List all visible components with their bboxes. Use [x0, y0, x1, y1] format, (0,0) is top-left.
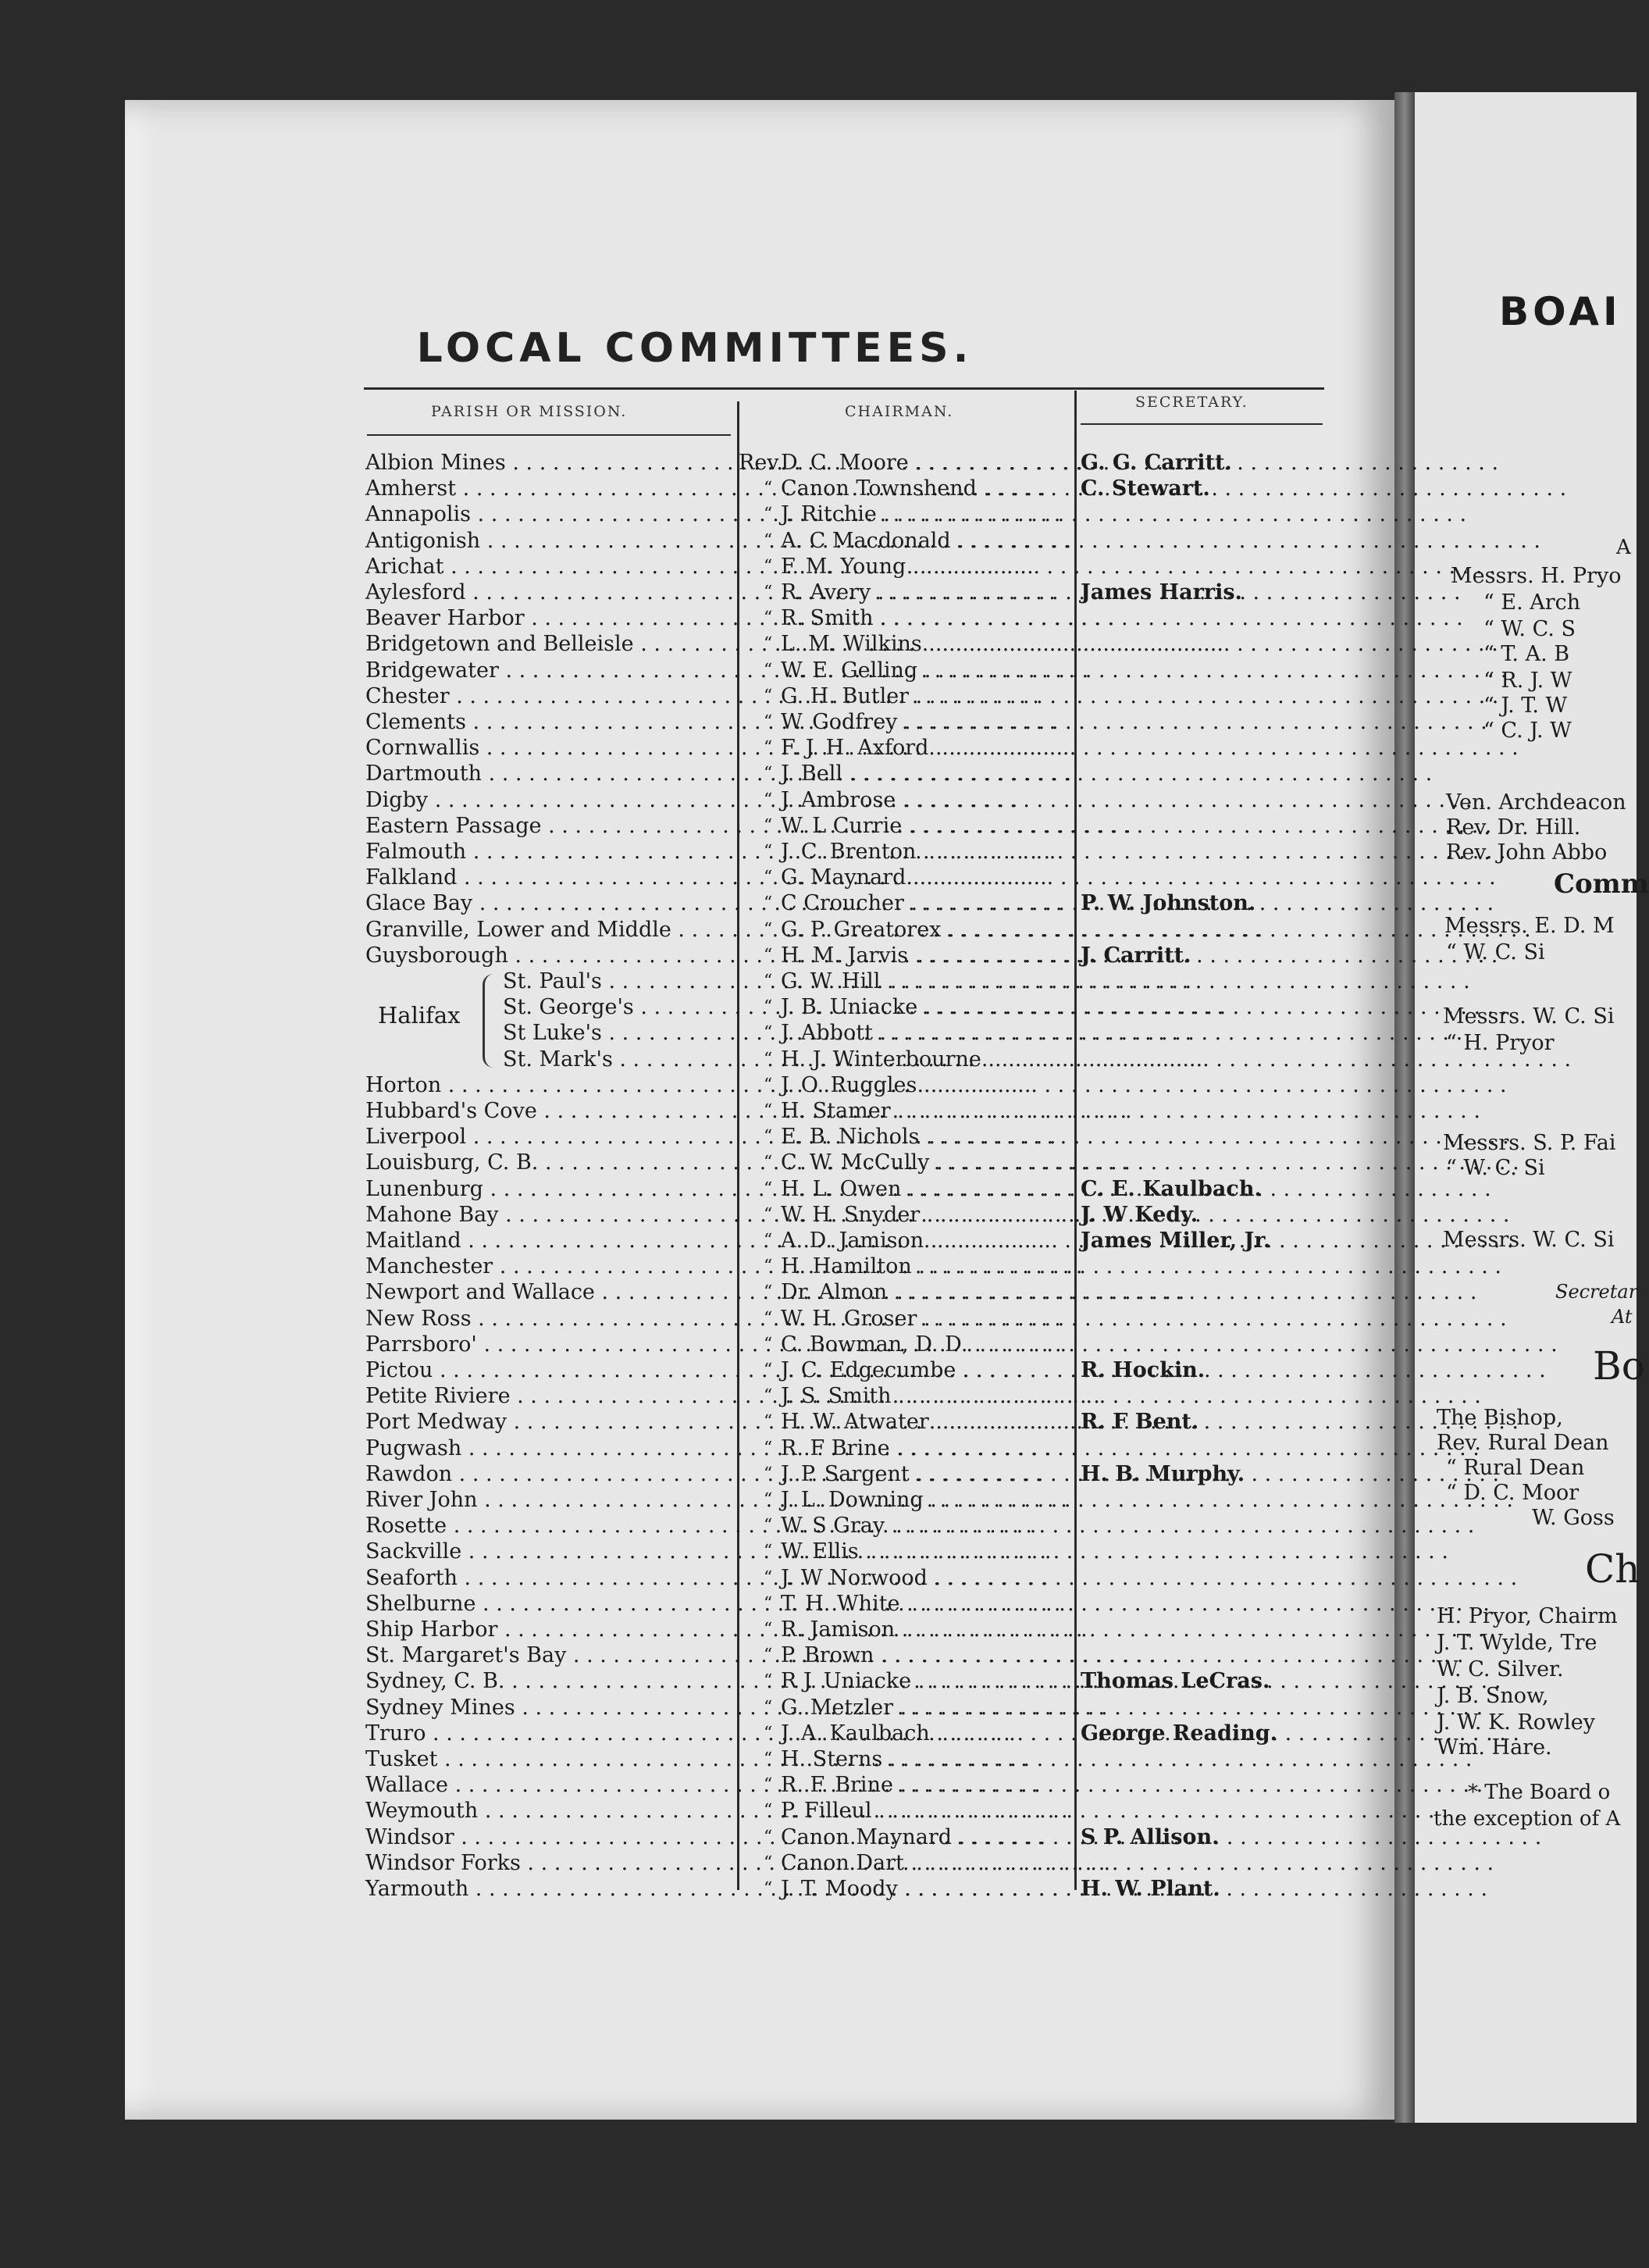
right-page-line: Rev. Dr. Hill.	[1446, 815, 1581, 840]
ditto-mark: “	[764, 1594, 773, 1614]
secretary-cell: H. W. Plant.	[1081, 1877, 1220, 1901]
parish-cell: Wallace . . .	[365, 1772, 732, 1798]
parish-cell: Newport and Wallace . . .	[365, 1279, 732, 1305]
ditto-mark: “	[764, 1879, 773, 1899]
table-row	[0, 1695, 1390, 1721]
parish-cell: Horton . . .	[365, 1072, 732, 1098]
parish-cell: Bridgetown and Belleisle . . .	[365, 631, 732, 657]
parish-cell: Louisburg, C. B. . . .	[365, 1150, 732, 1175]
ditto-mark: “	[764, 946, 773, 965]
chairman-cell: W. H. Groser . . .	[781, 1306, 1077, 1332]
ditto-mark: “	[764, 1620, 773, 1639]
right-page-line: Messrs. W. C. Si	[1443, 1228, 1615, 1252]
chairman-cell: H. J. Winterbourne . . .	[781, 1047, 1077, 1072]
parish-cell: Falmouth . . .	[365, 839, 732, 865]
right-page-line: J. B. Snow,	[1437, 1684, 1549, 1708]
table-row	[0, 890, 1390, 916]
rev-prefix: Rev.	[739, 451, 783, 475]
chairman-cell: P. Brown . . .	[781, 1642, 1077, 1668]
ditto-mark: “	[764, 1050, 773, 1069]
chairman-cell: W. Ellis . . .	[781, 1539, 1077, 1564]
chairman-cell: C Croucher . . .	[781, 890, 1077, 916]
table-row	[0, 1565, 1390, 1591]
chairman-cell: J. C. Edgecumbe . . .	[781, 1357, 1077, 1383]
ditto-mark: “	[764, 1101, 773, 1121]
ditto-mark: “	[764, 583, 773, 602]
chairman-cell: J. T. Moody . . .	[781, 1876, 1077, 1902]
parish-cell: Sackville . . .	[365, 1539, 732, 1564]
ditto-mark: “	[764, 1179, 773, 1199]
table-row	[0, 579, 1390, 605]
chairman-cell: J. W Norwood . . .	[781, 1565, 1077, 1591]
table-row	[0, 865, 1390, 890]
table-row	[0, 528, 1390, 554]
ditto-mark: “	[764, 479, 773, 498]
table-row	[0, 735, 1390, 761]
right-page-line: “ R. J. W	[1483, 669, 1572, 693]
table-row	[0, 1124, 1390, 1150]
chairman-cell: W. L Currie . . .	[781, 813, 1077, 839]
ditto-mark: “	[764, 1412, 773, 1432]
right-page-line: W. Goss	[1532, 1506, 1615, 1530]
parish-cell: Weymouth . . .	[365, 1798, 732, 1824]
table-row	[0, 683, 1390, 709]
parish-cell: Aylesford . . .	[365, 579, 732, 605]
right-page-line: * The Board o	[1468, 1781, 1611, 1804]
chairman-cell: H. W. Atwater . . .	[781, 1409, 1077, 1435]
chairman-cell: P. Filleul . . .	[781, 1798, 1077, 1824]
table-row	[0, 1098, 1390, 1124]
parish-cell: St. Mark's . . .	[503, 1047, 732, 1072]
parish-cell: Eastern Passage . . .	[365, 813, 732, 839]
right-page-line: Ch	[1585, 1546, 1640, 1592]
right-page-line: A	[1616, 536, 1631, 559]
table-row	[0, 476, 1390, 501]
table-row	[0, 554, 1390, 579]
right-page-line: Messrs. E. D. M	[1444, 914, 1615, 938]
ditto-mark: “	[764, 816, 773, 836]
parish-cell: Clements . . .	[365, 709, 732, 735]
parish-header-rule	[367, 434, 731, 436]
parish-cell: Dartmouth . . .	[365, 761, 732, 786]
right-page-line: Rev. Rural Dean	[1437, 1431, 1609, 1455]
table-row	[0, 1487, 1390, 1513]
parish-cell: Arichat . . .	[365, 554, 732, 579]
ditto-mark: “	[764, 842, 773, 861]
parish-cell: Lunenburg . . .	[365, 1176, 732, 1202]
table-row	[0, 1279, 1390, 1305]
table-row	[0, 917, 1390, 943]
chairman-cell: Dr. Almon . . .	[781, 1279, 1077, 1305]
secretary-column-header: SECRETARY.	[1135, 394, 1248, 411]
chairman-cell: Canon Townshend . . .	[781, 476, 1077, 501]
secretary-cell: R. F Bent.	[1081, 1410, 1199, 1434]
chairman-cell: J. P. Sargent . . .	[781, 1461, 1077, 1487]
ditto-mark: “	[764, 1075, 773, 1095]
parish-column-header: PARISH OR MISSION.	[431, 403, 628, 420]
table-row	[0, 1228, 1390, 1253]
table-row	[0, 761, 1390, 786]
parish-cell: Chester . . .	[365, 683, 732, 709]
chairman-cell: H. Hamilton . . .	[781, 1253, 1077, 1279]
parish-cell: Tusket . . .	[365, 1746, 732, 1772]
right-page-line: W. C. Silver.	[1437, 1657, 1564, 1681]
ditto-mark: “	[764, 1360, 773, 1380]
halifax-label: Halifax	[378, 1002, 461, 1029]
parish-cell: Manchester . . .	[365, 1253, 732, 1279]
ditto-mark: “	[764, 1335, 773, 1354]
ditto-mark: “	[764, 1801, 773, 1820]
chairman-cell: R. F Brine . . .	[781, 1435, 1077, 1461]
right-page-line: “ J. T. W	[1483, 694, 1568, 718]
table-row	[0, 709, 1390, 735]
parish-cell: Glace Bay . . .	[365, 890, 732, 916]
ditto-mark: “	[764, 1153, 773, 1172]
table-row	[0, 450, 1390, 476]
table-row	[0, 968, 1390, 994]
parish-cell: Pictou . . .	[365, 1357, 732, 1383]
chairman-cell: J. S. Smith . . .	[781, 1383, 1077, 1409]
ditto-mark: “	[764, 972, 773, 991]
parish-cell: Seaforth . . .	[365, 1565, 732, 1591]
parish-cell: Hubbard's Cove . . .	[365, 1098, 732, 1124]
halifax-brace	[483, 974, 504, 1068]
ditto-mark: “	[764, 1023, 773, 1043]
table-row	[0, 1617, 1390, 1642]
ditto-mark: “	[764, 1542, 773, 1561]
ditto-mark: “	[764, 712, 773, 732]
right-page-line: Wm. Hare.	[1437, 1735, 1552, 1760]
chairman-cell: A. D. Jamison . . .	[781, 1228, 1077, 1253]
chairman-cell: J. L. Downing . . .	[781, 1487, 1077, 1513]
ditto-mark: “	[764, 1568, 773, 1588]
parish-cell: Mahone Bay . . .	[365, 1202, 732, 1228]
chairman-cell: G. Metzler . . .	[781, 1695, 1077, 1721]
ditto-mark: “	[764, 557, 773, 576]
secretary-cell: James Miller, Jr.	[1081, 1228, 1271, 1253]
right-page-line: “ E. Arch	[1483, 590, 1581, 615]
parish-cell: St. Paul's . . .	[503, 968, 732, 994]
secretary-cell: James Harris.	[1081, 580, 1242, 604]
chairman-cell: R. Smith . . .	[781, 605, 1077, 631]
chairman-cell: E. B. Nichols . . .	[781, 1124, 1077, 1150]
ditto-mark: “	[764, 1775, 773, 1795]
secretary-cell: G. G. Carritt.	[1081, 451, 1232, 475]
parish-cell: Amherst . . .	[365, 476, 732, 501]
parish-cell: Ship Harbor . . .	[365, 1617, 732, 1642]
parish-cell: St. George's . . .	[503, 994, 732, 1020]
chairman-cell: J. Abbott . . .	[781, 1020, 1077, 1046]
ditto-mark: “	[764, 1749, 773, 1769]
right-page-title: BOAI	[1499, 289, 1622, 334]
ditto-mark: “	[764, 893, 773, 913]
parish-cell: Sydney, C. B. . . .	[365, 1668, 732, 1694]
right-page-line: J. T. Wylde, Tre	[1437, 1631, 1597, 1655]
page-title: LOCAL COMMITTEES.	[416, 325, 974, 372]
chairman-cell: W. H. Snyder . . .	[781, 1202, 1077, 1228]
chairman-cell: D. C. Moore . . .	[781, 450, 1077, 476]
right-page-line: Bo	[1593, 1343, 1645, 1389]
chairman-cell: J. O. Ruggles . . .	[781, 1072, 1077, 1098]
table-row	[0, 1409, 1390, 1435]
ditto-mark: “	[764, 868, 773, 887]
table-row	[0, 1202, 1390, 1228]
table-row	[0, 1072, 1390, 1098]
ditto-mark: “	[764, 1439, 773, 1458]
secretary-header-rule	[1081, 423, 1323, 425]
ditto-mark: “	[764, 1282, 773, 1302]
right-page-line: “ W. C. Si	[1446, 1156, 1545, 1180]
right-page-line: H. Pryor, Chairm	[1437, 1604, 1618, 1628]
parish-cell: Guysborough . . .	[365, 943, 732, 968]
parish-cell: Bridgewater . . .	[365, 658, 732, 683]
parish-cell: Truro . . .	[365, 1721, 732, 1746]
parish-cell: Rawdon . . .	[365, 1461, 732, 1487]
chairman-column-header: CHAIRMAN.	[845, 403, 954, 420]
ditto-mark: “	[764, 738, 773, 758]
table-row	[0, 1461, 1390, 1487]
table-row	[0, 1253, 1390, 1279]
table-row	[0, 1850, 1390, 1876]
parish-cell: Annapolis . . .	[365, 501, 732, 527]
table-row	[0, 943, 1390, 968]
chairman-cell: L. M. Wilkins . . .	[781, 631, 1077, 657]
right-page-line: Ven. Archdeacon	[1446, 790, 1626, 815]
ditto-mark: “	[764, 1698, 773, 1717]
ditto-mark: “	[764, 1490, 773, 1510]
secretary-cell: J. W Kedy.	[1081, 1203, 1198, 1227]
chairman-cell: H. L. Owen . . .	[781, 1176, 1077, 1202]
parish-cell: Maitland . . .	[365, 1228, 732, 1253]
chairman-cell: J. Bell . . .	[781, 761, 1077, 786]
secretary-cell: George Reading.	[1081, 1721, 1278, 1746]
ditto-mark: “	[764, 634, 773, 654]
parish-cell: Parrsboro' . . .	[365, 1332, 732, 1357]
ditto-mark: “	[764, 531, 773, 551]
chairman-cell: J. B. Uniacke . . .	[781, 994, 1077, 1020]
table-row	[0, 1306, 1390, 1332]
table-row	[0, 787, 1390, 813]
parish-cell: New Ross . . .	[365, 1306, 732, 1332]
table-row	[0, 1746, 1390, 1772]
chairman-cell: H. Stamer . . .	[781, 1098, 1077, 1124]
ditto-mark: “	[764, 1309, 773, 1328]
parish-cell: Granville, Lower and Middle . . .	[365, 917, 732, 943]
table-row	[0, 1721, 1390, 1746]
chairman-cell: C. Bowman, D. D. . . .	[781, 1332, 1077, 1357]
chairman-cell: G. Maynard . . .	[781, 865, 1077, 890]
secretary-cell: R. Hockin.	[1081, 1358, 1206, 1382]
ditto-mark: “	[764, 505, 773, 524]
chairman-cell: R. F. Brine . . .	[781, 1772, 1077, 1798]
parish-cell: Windsor Forks . . .	[365, 1850, 732, 1876]
ditto-mark: “	[764, 1231, 773, 1250]
chairman-cell: Canon Dart . . .	[781, 1850, 1077, 1876]
chairman-cell: Canon Maynard . . .	[781, 1824, 1077, 1850]
ditto-mark: “	[764, 1516, 773, 1535]
chairman-cell: J. C. Brenton . . .	[781, 839, 1077, 865]
table-row	[0, 994, 1390, 1020]
right-page-line: “ W. C. S	[1483, 617, 1576, 641]
table-row	[0, 631, 1390, 657]
parish-cell: Shelburne . . .	[365, 1591, 732, 1617]
right-page-line: J. W. K. Rowley	[1437, 1710, 1595, 1735]
parish-cell: Antigonish . . .	[365, 528, 732, 554]
chairman-cell: A. C Macdonald . . .	[781, 528, 1077, 554]
table-row	[0, 1772, 1390, 1798]
secretary-cell: C. E. Kaulbach.	[1081, 1177, 1262, 1201]
chairman-cell: H. Sterns . . .	[781, 1746, 1077, 1772]
parish-cell: Cornwallis . . .	[365, 735, 732, 761]
ditto-mark: “	[764, 790, 773, 810]
parish-cell: Albion Mines . . .	[365, 450, 732, 476]
secretary-cell: C. Stewart.	[1081, 476, 1210, 501]
chairman-cell: G. W. Hill . . .	[781, 968, 1077, 994]
chairman-cell: R J. Uniacke . . .	[781, 1668, 1077, 1694]
ditto-mark: “	[764, 686, 773, 706]
table-row	[0, 605, 1390, 631]
table-row	[0, 1020, 1390, 1046]
right-page-line: The Bishop,	[1437, 1406, 1563, 1430]
table-row	[0, 1513, 1390, 1539]
table-row	[0, 1176, 1390, 1202]
right-page-line: Messrs. H. Pryo	[1451, 564, 1622, 588]
secretary-cell: J. Carritt.	[1081, 943, 1191, 968]
chairman-cell: C. W. McCully . . .	[781, 1150, 1077, 1175]
table-row	[0, 1435, 1390, 1461]
parish-cell: Windsor . . .	[365, 1824, 732, 1850]
chairman-cell: J. Ambrose . . .	[781, 787, 1077, 813]
right-page-line: “ W. C. Si	[1446, 940, 1545, 965]
table-row	[0, 1824, 1390, 1850]
table-row	[0, 658, 1390, 683]
table-row	[0, 1539, 1390, 1564]
parish-cell: Beaver Harbor . . .	[365, 605, 732, 631]
right-page-line: Rev. John Abbo	[1446, 840, 1608, 865]
table-row	[0, 1332, 1390, 1357]
table-row	[0, 1668, 1390, 1694]
ditto-mark: “	[764, 1464, 773, 1484]
table-row	[0, 813, 1390, 839]
ditto-mark: “	[764, 1386, 773, 1406]
ditto-mark: “	[764, 997, 773, 1017]
ditto-mark: “	[764, 1257, 773, 1276]
chairman-cell: G. H. Butler . . .	[781, 683, 1077, 709]
right-page-line: “ T. A. B	[1483, 642, 1570, 666]
secretary-cell: S P. Allison.	[1081, 1825, 1220, 1849]
table-row	[0, 1798, 1390, 1824]
parish-cell: Rosette . . .	[365, 1513, 732, 1539]
parish-cell: Falkland . . .	[365, 865, 732, 890]
parish-cell: Yarmouth . . .	[365, 1876, 732, 1902]
chairman-cell: W. E. Gelling . . .	[781, 658, 1077, 683]
chairman-cell: H. M. Jarvis . . .	[781, 943, 1077, 968]
table-row	[0, 501, 1390, 527]
parish-cell: Liverpool . . .	[365, 1124, 732, 1150]
secretary-cell: P. W. Johnston.	[1081, 891, 1256, 915]
chairman-cell: F. J. H. Axford . . .	[781, 735, 1077, 761]
right-page-line: “ H. Pryor	[1446, 1031, 1555, 1055]
parish-cell: St. Margaret's Bay . . .	[365, 1642, 732, 1668]
parish-cell: Petite Riviere . . .	[365, 1383, 732, 1409]
table-row	[0, 1591, 1390, 1617]
ditto-mark: “	[764, 764, 773, 783]
chairman-cell: J. A. Kaulbach . . .	[781, 1721, 1077, 1746]
ditto-mark: “	[764, 1646, 773, 1665]
table-row	[0, 1357, 1390, 1383]
table-row	[0, 1150, 1390, 1175]
right-page-line: “ C. J. W	[1483, 719, 1572, 743]
right-page-line: “ D. C. Moor	[1446, 1481, 1580, 1505]
chairman-cell: G. P. Greatorex . . .	[781, 917, 1077, 943]
ditto-mark: “	[764, 1724, 773, 1743]
ditto-mark: “	[764, 1127, 773, 1146]
secretary-cell: H. B. Murphy.	[1081, 1462, 1245, 1486]
ditto-mark: “	[764, 1828, 773, 1847]
right-page-line: “ Rural Dean	[1446, 1456, 1585, 1480]
table-row	[0, 839, 1390, 865]
right-page-line: Messrs. W. C. Si	[1443, 1004, 1615, 1029]
table-row	[0, 1047, 1390, 1072]
parish-cell: Digby . . .	[365, 787, 732, 813]
chairman-cell: W. Godfrey . . .	[781, 709, 1077, 735]
header-rule	[364, 387, 1324, 390]
parish-cell: St Luke's . . .	[503, 1020, 732, 1046]
chairman-cell: R. Jamison . . .	[781, 1617, 1077, 1642]
ditto-mark: “	[764, 1853, 773, 1873]
ditto-mark: “	[764, 608, 773, 628]
secretary-cell: Thomas LeCras.	[1081, 1669, 1270, 1693]
ditto-mark: “	[764, 661, 773, 680]
parish-cell: Port Medway . . .	[365, 1409, 732, 1435]
right-page-line: Messrs. S. P. Fai	[1443, 1131, 1616, 1155]
ditto-mark: “	[764, 920, 773, 940]
chairman-cell: R. Avery . . .	[781, 579, 1077, 605]
right-page-line: the exception of A	[1434, 1807, 1621, 1831]
right-page-line: Secretar	[1555, 1281, 1638, 1303]
chairman-cell: W. S Gray . . .	[781, 1513, 1077, 1539]
parish-cell: Sydney Mines . . .	[365, 1695, 732, 1721]
table-row	[0, 1876, 1390, 1902]
table-row	[0, 1642, 1390, 1668]
chairman-cell: J. Ritchie . . .	[781, 501, 1077, 527]
ditto-mark: “	[764, 1671, 773, 1691]
parish-cell: Pugwash . . .	[365, 1435, 732, 1461]
right-page-line: At	[1612, 1306, 1633, 1328]
chairman-cell: T. H. White . . .	[781, 1591, 1077, 1617]
right-page-line: Comm	[1554, 868, 1649, 900]
ditto-mark: “	[764, 1205, 773, 1225]
parish-cell: River John . . .	[365, 1487, 732, 1513]
chairman-cell: F. M. Young . . .	[781, 554, 1077, 579]
table-row	[0, 1383, 1390, 1409]
